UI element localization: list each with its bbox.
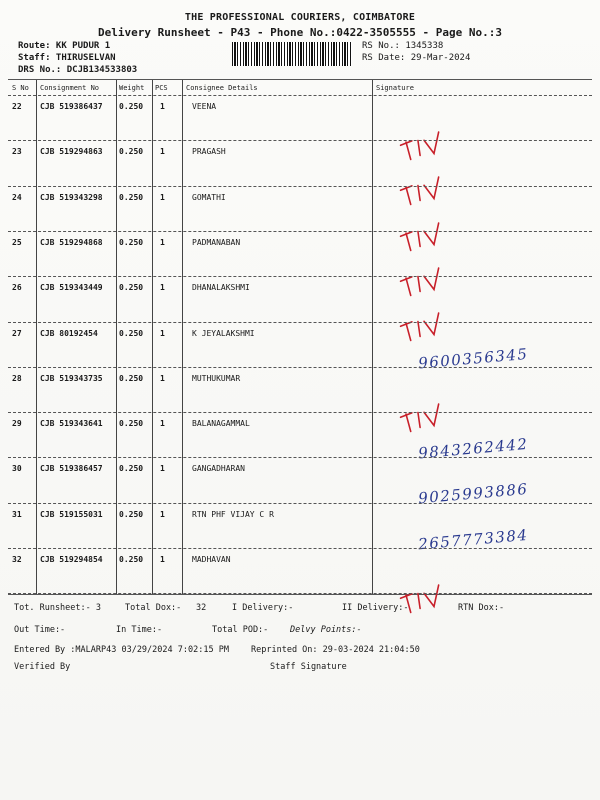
row-consignee: GOMATHI bbox=[192, 192, 226, 202]
row-separator bbox=[8, 412, 592, 413]
col-header-consignment: Consignment No bbox=[40, 84, 100, 92]
row-weight: 0.250 bbox=[119, 102, 144, 111]
row-consignment-no: CJB 519343449 bbox=[40, 283, 103, 293]
row-signature-number: 9600356345 bbox=[417, 344, 530, 372]
table-top-rule bbox=[8, 79, 592, 80]
row-consignment-no: CJB 519294854 bbox=[40, 555, 103, 564]
route-label: Route: KK PUDUR 1 bbox=[18, 41, 111, 51]
col-header-signature: Signature bbox=[376, 84, 414, 92]
row-signature bbox=[378, 419, 588, 463]
row-sno: 27 bbox=[12, 328, 22, 338]
row-signature bbox=[378, 555, 588, 595]
row-pcs: 1 bbox=[160, 192, 165, 202]
row-separator bbox=[8, 140, 592, 141]
out-time: Out Time:- bbox=[14, 625, 66, 635]
col-divider bbox=[182, 80, 183, 594]
row-consignment-no: CJB 519343298 bbox=[40, 192, 103, 202]
verified-by: Verified By bbox=[14, 662, 71, 672]
row-pcs: 1 bbox=[160, 509, 165, 519]
row-signature-number: 9843262442 bbox=[417, 434, 530, 463]
row-consignment-no: CJB 519155031 bbox=[40, 509, 103, 519]
row-pcs: 1 bbox=[160, 147, 165, 157]
row-signature bbox=[378, 238, 588, 278]
row-signature bbox=[378, 283, 588, 323]
row-consignee: K JEYALAKSHMI bbox=[192, 328, 255, 338]
row-separator bbox=[8, 457, 592, 458]
company-title: THE PROFESSIONAL COURIERS, COIMBATORE bbox=[184, 12, 416, 23]
row-sno: 31 bbox=[12, 509, 22, 519]
col-divider bbox=[152, 80, 153, 594]
col-header-pcs: PCS bbox=[155, 84, 168, 92]
row-separator bbox=[8, 548, 592, 549]
row-weight: 0.250 bbox=[119, 237, 144, 247]
ii-delivery: II Delivery:- bbox=[342, 603, 409, 613]
row-pcs: 1 bbox=[160, 328, 165, 338]
row-pcs: 1 bbox=[160, 464, 165, 474]
row-signature-number: 2657773384 bbox=[417, 525, 530, 554]
row-separator bbox=[8, 322, 592, 323]
tot-runsheet: Tot. Runsheet:- 3 bbox=[14, 603, 101, 613]
row-pcs: 1 bbox=[160, 555, 165, 564]
row-weight: 0.250 bbox=[119, 555, 144, 564]
row-sno: 29 bbox=[12, 419, 22, 429]
row-signature bbox=[378, 464, 588, 508]
rs-number: RS No.: 1345338 bbox=[362, 41, 444, 51]
row-consignment-no: CJB 519343735 bbox=[40, 373, 103, 383]
reprinted-on: Reprinted On: 29-03-2024 21:04:50 bbox=[251, 645, 420, 655]
row-separator bbox=[8, 503, 592, 504]
row-sno: 26 bbox=[12, 283, 22, 293]
row-consignee: MUTHUKUMAR bbox=[192, 373, 241, 383]
row-signature-number: 9025993886 bbox=[417, 480, 530, 508]
barcode bbox=[232, 42, 352, 66]
row-weight: 0.250 bbox=[119, 283, 144, 293]
row-weight: 0.250 bbox=[119, 373, 144, 383]
col-divider bbox=[36, 80, 37, 594]
col-header-weight: Weight bbox=[119, 84, 145, 92]
row-sno: 30 bbox=[12, 464, 22, 474]
row-separator bbox=[8, 186, 592, 187]
row-weight: 0.250 bbox=[119, 192, 144, 202]
staff-label: Staff: THIRUSELVAN bbox=[18, 53, 116, 63]
row-separator bbox=[8, 593, 592, 594]
total-dox-value: 32 bbox=[196, 603, 207, 613]
runsheet-title: Delivery Runsheet - P43 - Phone No.:0422-3505555 - Page No.:3 bbox=[98, 26, 502, 39]
row-signature bbox=[378, 193, 588, 233]
row-sno: 32 bbox=[12, 555, 22, 564]
row-pcs: 1 bbox=[160, 373, 165, 383]
row-consignee: GANGADHARAN bbox=[192, 464, 245, 474]
row-pcs: 1 bbox=[160, 102, 165, 111]
row-consignee: PADMANABAN bbox=[192, 237, 241, 247]
row-weight: 0.250 bbox=[119, 419, 144, 429]
row-sno: 22 bbox=[12, 102, 22, 111]
rs-date: RS Date: 29-Mar-2024 bbox=[362, 53, 471, 63]
row-separator bbox=[8, 231, 592, 232]
row-consignee: PRAGASH bbox=[192, 147, 226, 157]
row-weight: 0.250 bbox=[119, 328, 144, 338]
drs-number: DRS No.: DCJB134533803 bbox=[18, 65, 138, 75]
in-time: In Time:- bbox=[116, 625, 163, 635]
row-pcs: 1 bbox=[160, 237, 165, 247]
row-consignment-no: CJB 519386437 bbox=[40, 102, 103, 111]
row-consignee: BALANAGAMMAL bbox=[192, 419, 250, 429]
row-pcs: 1 bbox=[160, 419, 165, 429]
rtn-dox: RTN Dox:- bbox=[458, 603, 505, 613]
row-consignee: RTN PHF VIJAY C R bbox=[192, 509, 274, 519]
row-weight: 0.250 bbox=[119, 147, 144, 157]
col-divider bbox=[372, 80, 373, 594]
row-signature bbox=[378, 374, 588, 414]
row-pcs: 1 bbox=[160, 283, 165, 293]
row-sno: 24 bbox=[12, 192, 22, 202]
row-consignee: DHANALAKSHMI bbox=[192, 283, 250, 293]
row-weight: 0.250 bbox=[119, 509, 144, 519]
total-dox-label: Total Dox:- bbox=[125, 603, 182, 613]
row-sno: 28 bbox=[12, 373, 22, 383]
row-consignment-no: CJB 519294868 bbox=[40, 237, 103, 247]
row-signature bbox=[378, 102, 588, 142]
row-consignment-no: CJB 519294863 bbox=[40, 147, 103, 157]
row-consignment-no: CJB 519386457 bbox=[40, 464, 103, 474]
row-separator bbox=[8, 276, 592, 277]
col-header-consignee: Consignee Details bbox=[186, 84, 258, 92]
row-consignment-no: CJB 80192454 bbox=[40, 328, 98, 338]
row-consignee: VEENA bbox=[192, 102, 217, 111]
staff-signature-label: Staff Signature bbox=[270, 662, 347, 672]
handwritten-initials-icon bbox=[395, 579, 450, 619]
entered-by: Entered By :MALARP43 03/29/2024 7:02:15 PM bbox=[14, 645, 229, 655]
row-sno: 23 bbox=[12, 147, 22, 157]
row-consignee: MADHAVAN bbox=[192, 555, 231, 564]
row-signature bbox=[378, 329, 588, 372]
row-consignment-no: CJB 519343641 bbox=[40, 419, 103, 429]
i-delivery: I Delivery:- bbox=[232, 603, 294, 613]
col-divider bbox=[116, 80, 117, 594]
col-header-sno: S No bbox=[12, 84, 29, 92]
row-sno: 25 bbox=[12, 237, 22, 247]
row-signature bbox=[378, 147, 588, 187]
row-signature bbox=[378, 510, 588, 554]
row-separator bbox=[8, 367, 592, 368]
total-pod: Total POD:- bbox=[212, 625, 269, 635]
header-rule bbox=[8, 95, 592, 96]
delvy-points: Delvy Points:- bbox=[290, 625, 362, 635]
row-weight: 0.250 bbox=[119, 464, 144, 474]
